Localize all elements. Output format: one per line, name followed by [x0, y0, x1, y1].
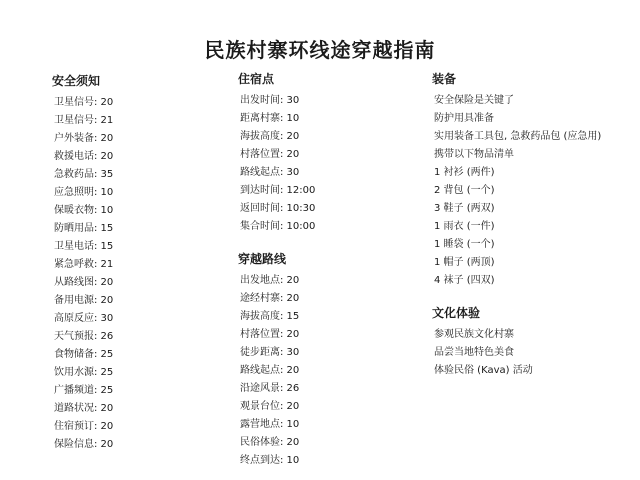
list-item: 紧急呼救: 21: [54, 259, 114, 270]
list-item: 户外装备: 20: [54, 133, 114, 144]
list-item: 距离村寨: 10: [240, 113, 300, 124]
list-item: 饮用水源: 25: [54, 367, 114, 378]
list-item: 高原反应: 30: [54, 313, 114, 324]
list-item: 1 睡袋 (一个): [434, 239, 495, 250]
list-item: 保险信息: 20: [54, 439, 114, 450]
list-item: 卫星信号: 20: [54, 97, 114, 108]
list-item: 应急照明: 10: [54, 187, 114, 198]
list-item: 食物储备: 25: [54, 349, 114, 360]
list-item: 道路状况: 20: [54, 403, 114, 414]
gear-column: [432, 70, 632, 380]
lodging-heading: 住宿点: [238, 72, 275, 86]
safety-list: [52, 94, 202, 454]
lodging-list: [238, 92, 388, 236]
list-item: 4 袜子 (四双): [434, 275, 495, 286]
safety-column: [52, 70, 202, 454]
list-item: 天气预报: 26: [54, 331, 114, 342]
list-item: 品尝当地特色美食: [434, 347, 514, 358]
list-item: 住宿预订: 20: [54, 421, 114, 432]
list-item: 露营地点: 10: [240, 419, 300, 430]
route-list: [238, 272, 388, 470]
list-item: 返回时间: 10:30: [240, 203, 316, 214]
safety-heading: 安全须知: [52, 74, 101, 88]
list-item: 1 雨衣 (一件): [434, 221, 495, 232]
page-title: 民族村寨环线途穿越指南: [204, 38, 436, 62]
list-item: 1 帽子 (两顶): [434, 257, 495, 268]
list-item: 卫星信号: 21: [54, 115, 114, 126]
list-item: 参观民族文化村寨: [434, 329, 514, 340]
culture-heading: 文化体验: [432, 306, 481, 320]
gear-heading: 装备: [432, 72, 457, 86]
list-item: 备用电源: 20: [54, 295, 114, 306]
list-item: 路线起点: 30: [240, 167, 300, 178]
list-item: 3 鞋子 (两双): [434, 203, 495, 214]
gear-list: [432, 92, 632, 290]
list-item: 海拔高度: 20: [240, 131, 300, 142]
list-item: 出发地点: 20: [240, 275, 300, 286]
list-item: 沿途风景: 26: [240, 383, 300, 394]
list-item: 观景台位: 20: [240, 401, 300, 412]
list-item: 保暖衣物: 10: [54, 205, 114, 216]
list-item: 实用装备工具包, 急救药品包 (应急用): [434, 131, 602, 142]
list-item: 防晒用品: 15: [54, 223, 114, 234]
list-item: 体验民俗 (Kava) 活动: [434, 365, 533, 376]
list-item: 路线起点: 20: [240, 365, 300, 376]
list-item: 卫星电话: 15: [54, 241, 114, 252]
list-item: 村落位置: 20: [240, 329, 300, 340]
list-item: 1 衬衫 (两件): [434, 167, 495, 178]
list-item: 集合时间: 10:00: [240, 221, 316, 232]
list-item: 民俗体验: 20: [240, 437, 300, 448]
list-item: 途经村寨: 20: [240, 293, 300, 304]
list-item: 到达时间: 12:00: [240, 185, 316, 196]
list-item: 防护用具准备: [434, 113, 494, 124]
list-item: 广播频道: 25: [54, 385, 114, 396]
culture-list: [432, 326, 632, 380]
list-item: 徒步距离: 30: [240, 347, 300, 358]
list-item: 村落位置: 20: [240, 149, 300, 160]
list-item: 携带以下物品清单: [434, 149, 514, 160]
list-item: 终点到达: 10: [240, 455, 300, 466]
list-item: 急救药品: 35: [54, 169, 114, 180]
list-item: 出发时间: 30: [240, 95, 300, 106]
list-item: 从路线图: 20: [54, 277, 114, 288]
route-heading: 穿越路线: [238, 252, 287, 266]
list-item: 救援电话: 20: [54, 151, 114, 162]
list-item: 安全保险是关键了: [434, 95, 514, 106]
lodging-column: [238, 70, 388, 470]
list-item: 海拔高度: 15: [240, 311, 300, 322]
list-item: 2 背包 (一个): [434, 185, 495, 196]
